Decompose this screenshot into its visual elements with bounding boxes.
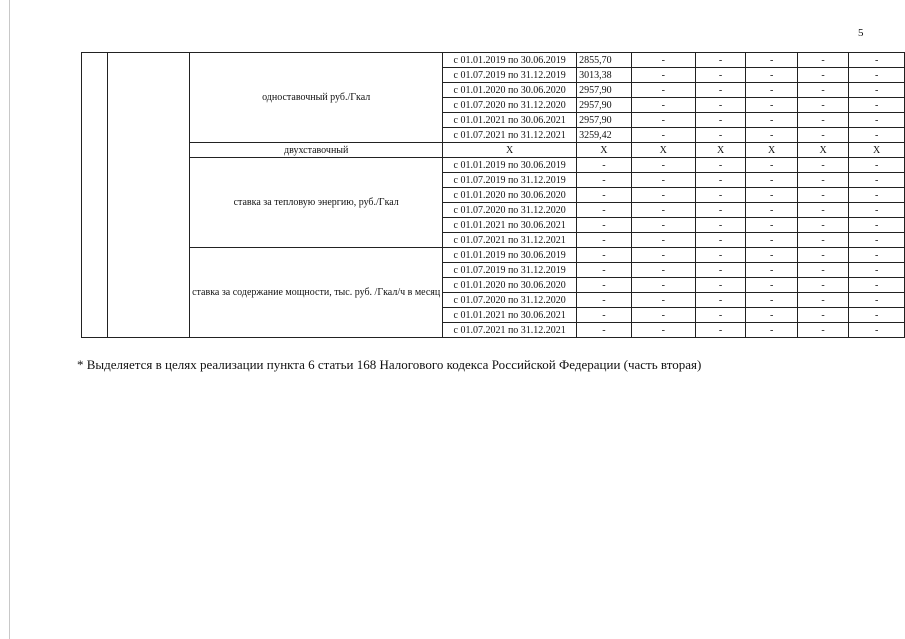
empty-value-cell: - (849, 53, 905, 68)
value-cell: - (577, 188, 632, 203)
empty-value-cell: - (849, 173, 905, 188)
table-row (82, 248, 905, 263)
value-cell: - (577, 218, 632, 233)
empty-value-cell: - (746, 218, 797, 233)
empty-value-cell: - (746, 98, 797, 113)
empty-value-cell: - (849, 278, 905, 293)
empty-value-cell: - (631, 158, 695, 173)
value-cell: 2855,70 (577, 53, 632, 68)
value-cell: - (577, 233, 632, 248)
value-cell: - (577, 203, 632, 218)
empty-value-cell: - (746, 263, 797, 278)
empty-value-cell: - (695, 83, 746, 98)
value-cell: 2957,90 (577, 83, 632, 98)
empty-value-cell: - (746, 158, 797, 173)
value-cell: Х (746, 143, 797, 158)
period-cell: с 01.07.2020 по 31.12.2020 (443, 98, 577, 113)
period-cell: Х (443, 143, 577, 158)
period-cell: с 01.07.2021 по 31.12.2021 (443, 233, 577, 248)
empty-value-cell: - (746, 293, 797, 308)
empty-value-cell: - (746, 323, 797, 338)
empty-value-cell: - (797, 233, 848, 248)
empty-value-cell: - (746, 128, 797, 143)
empty-value-cell: - (631, 218, 695, 233)
empty-value-cell: - (631, 173, 695, 188)
period-cell: с 01.01.2019 по 30.06.2019 (443, 53, 577, 68)
empty-value-cell: - (797, 248, 848, 263)
empty-value-cell: - (746, 68, 797, 83)
empty-value-cell: - (631, 53, 695, 68)
empty-value-cell: - (797, 308, 848, 323)
empty-value-cell: - (849, 308, 905, 323)
value-cell: - (577, 323, 632, 338)
empty-value-cell: - (746, 233, 797, 248)
empty-value-cell: - (797, 68, 848, 83)
empty-value-cell: - (631, 233, 695, 248)
period-cell: с 01.01.2020 по 30.06.2020 (443, 83, 577, 98)
empty-value-cell: - (746, 83, 797, 98)
period-cell: с 01.01.2021 по 30.06.2021 (443, 218, 577, 233)
value-cell: Х (849, 143, 905, 158)
empty-value-cell: - (631, 308, 695, 323)
value-cell: - (577, 248, 632, 263)
empty-value-cell: - (695, 233, 746, 248)
value-cell: - (577, 263, 632, 278)
empty-value-cell: - (695, 218, 746, 233)
period-cell: с 01.07.2021 по 31.12.2021 (443, 323, 577, 338)
period-cell: с 01.07.2019 по 31.12.2019 (443, 68, 577, 83)
empty-value-cell: - (631, 293, 695, 308)
empty-value-cell: - (797, 188, 848, 203)
empty-value-cell: - (695, 308, 746, 323)
empty-value-cell: - (746, 248, 797, 263)
value-cell: - (577, 293, 632, 308)
empty-value-cell: - (695, 158, 746, 173)
period-cell: с 01.01.2021 по 30.06.2021 (443, 113, 577, 128)
empty-value-cell: - (695, 173, 746, 188)
empty-value-cell: - (849, 98, 905, 113)
empty-value-cell: - (849, 323, 905, 338)
empty-value-cell: - (631, 263, 695, 278)
empty-value-cell: - (849, 158, 905, 173)
empty-value-cell: - (746, 113, 797, 128)
row-number-cell (82, 53, 108, 338)
period-cell: с 01.01.2020 по 30.06.2020 (443, 278, 577, 293)
indicator-cell (107, 53, 189, 338)
period-cell: с 01.01.2021 по 30.06.2021 (443, 308, 577, 323)
table-row (82, 143, 905, 158)
empty-value-cell: - (849, 248, 905, 263)
table-row (82, 53, 905, 68)
empty-value-cell: - (631, 68, 695, 83)
empty-value-cell: - (695, 248, 746, 263)
empty-value-cell: - (746, 53, 797, 68)
value-cell: - (577, 173, 632, 188)
empty-value-cell: - (797, 128, 848, 143)
tariff-type-label: ставка за содержание мощности, тыс. руб. /Гкал/ч в месяц (190, 248, 443, 338)
empty-value-cell: - (797, 53, 848, 68)
empty-value-cell: - (849, 233, 905, 248)
empty-value-cell: - (746, 188, 797, 203)
period-cell: с 01.07.2019 по 31.12.2019 (443, 173, 577, 188)
value-cell: - (577, 278, 632, 293)
empty-value-cell: - (695, 323, 746, 338)
value-cell: 2957,90 (577, 113, 632, 128)
value-cell: Х (797, 143, 848, 158)
period-cell: с 01.07.2019 по 31.12.2019 (443, 263, 577, 278)
empty-value-cell: - (631, 113, 695, 128)
empty-value-cell: - (797, 293, 848, 308)
empty-value-cell: - (797, 218, 848, 233)
empty-value-cell: - (746, 278, 797, 293)
empty-value-cell: - (797, 83, 848, 98)
empty-value-cell: - (631, 188, 695, 203)
empty-value-cell: - (695, 203, 746, 218)
empty-value-cell: - (695, 263, 746, 278)
empty-value-cell: - (849, 83, 905, 98)
period-cell: с 01.07.2020 по 31.12.2020 (443, 293, 577, 308)
empty-value-cell: - (695, 293, 746, 308)
value-cell: - (577, 308, 632, 323)
empty-value-cell: - (797, 263, 848, 278)
value-cell: - (577, 158, 632, 173)
value-cell: Х (577, 143, 632, 158)
empty-value-cell: - (797, 98, 848, 113)
footnote: * Выделяется в целях реализации пункта 6 статьи 168 Налогового кодекса Российской Федерации (часть вторая) (77, 357, 702, 372)
empty-value-cell: - (849, 128, 905, 143)
empty-value-cell: - (631, 323, 695, 338)
empty-value-cell: - (797, 173, 848, 188)
tariff-type-label: одноставочный руб./Гкал (190, 53, 443, 143)
empty-value-cell: - (746, 308, 797, 323)
scan-margin-line (9, 0, 10, 639)
empty-value-cell: - (631, 248, 695, 263)
empty-value-cell: - (695, 278, 746, 293)
empty-value-cell: - (746, 203, 797, 218)
value-cell: Х (695, 143, 746, 158)
tariff-type-label: двухставочный (190, 143, 443, 158)
value-cell: 3013,38 (577, 68, 632, 83)
value-cell: 3259,42 (577, 128, 632, 143)
empty-value-cell: - (695, 113, 746, 128)
empty-value-cell: - (797, 203, 848, 218)
empty-value-cell: - (695, 128, 746, 143)
empty-value-cell: - (695, 53, 746, 68)
empty-value-cell: - (631, 278, 695, 293)
empty-value-cell: - (797, 278, 848, 293)
page-number: 5 (858, 27, 864, 39)
empty-value-cell: - (797, 323, 848, 338)
empty-value-cell: - (849, 68, 905, 83)
empty-value-cell: - (631, 83, 695, 98)
period-cell: с 01.01.2019 по 30.06.2019 (443, 158, 577, 173)
period-cell: с 01.07.2021 по 31.12.2021 (443, 128, 577, 143)
empty-value-cell: - (695, 188, 746, 203)
empty-value-cell: - (797, 113, 848, 128)
empty-value-cell: - (849, 263, 905, 278)
value-cell: Х (631, 143, 695, 158)
empty-value-cell: - (746, 173, 797, 188)
period-cell: с 01.01.2020 по 30.06.2020 (443, 188, 577, 203)
empty-value-cell: - (631, 128, 695, 143)
tariff-table (81, 52, 905, 338)
empty-value-cell: - (849, 218, 905, 233)
tariff-type-label: ставка за тепловую энергию, руб./Гкал (190, 158, 443, 248)
table-row (82, 158, 905, 173)
empty-value-cell: - (849, 188, 905, 203)
empty-value-cell: - (631, 203, 695, 218)
value-cell: 2957,90 (577, 98, 632, 113)
empty-value-cell: - (849, 203, 905, 218)
empty-value-cell: - (849, 113, 905, 128)
empty-value-cell: - (849, 293, 905, 308)
empty-value-cell: - (631, 98, 695, 113)
empty-value-cell: - (797, 158, 848, 173)
empty-value-cell: - (695, 68, 746, 83)
empty-value-cell: - (695, 98, 746, 113)
period-cell: с 01.01.2019 по 30.06.2019 (443, 248, 577, 263)
period-cell: с 01.07.2020 по 31.12.2020 (443, 203, 577, 218)
